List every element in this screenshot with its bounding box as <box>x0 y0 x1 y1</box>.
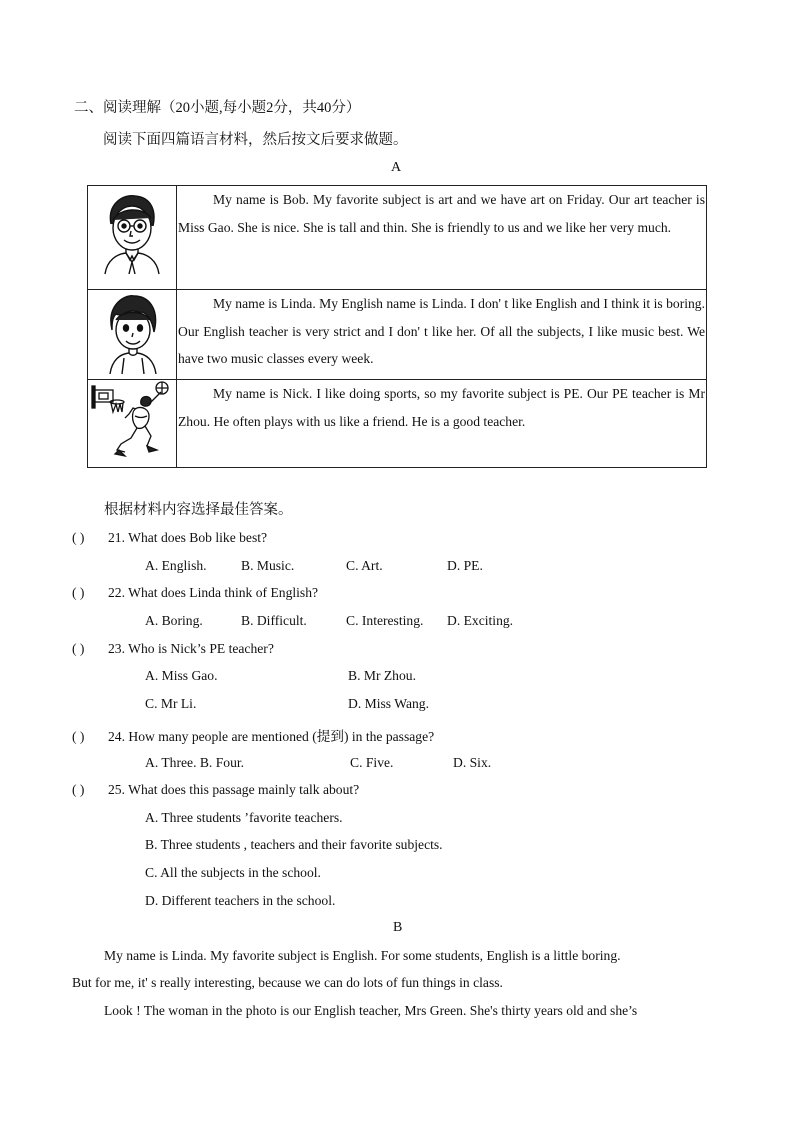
picture-cell <box>88 290 177 380</box>
option: D. Six. <box>453 755 492 770</box>
option: D. Different teachers in the school. <box>145 893 336 908</box>
option: C. All the subjects in the school. <box>145 865 321 880</box>
passage-b-line: But for me, it' s really interesting, because we can do lots of fun things in class. <box>72 975 503 990</box>
question-22 <box>72 585 318 601</box>
question-25 <box>72 782 359 798</box>
picture-cell <box>88 380 177 468</box>
option: A. Three students ’favorite teachers. <box>145 810 343 825</box>
passage-row-nick <box>88 380 707 468</box>
answer-blank[interactable]: ( ) <box>72 585 85 600</box>
question-text: 24. How many people are mentioned (提到) in the passage? <box>108 729 435 744</box>
question-instruction: 根据材料内容选择最佳答案。 <box>104 502 293 518</box>
question-text: 22. What does Linda think of English? <box>108 585 319 600</box>
passage-row-bob <box>88 186 707 290</box>
option: C. Mr Li. <box>145 696 197 711</box>
option: D. Miss Wang. <box>348 696 429 711</box>
question-23 <box>72 641 274 657</box>
option: B. Music. <box>241 558 295 573</box>
question-text: 21. What does Bob like best? <box>108 530 268 545</box>
option: A. Three. B. Four. <box>145 755 245 770</box>
picture-cell <box>88 186 177 290</box>
answer-blank[interactable]: ( ) <box>72 641 85 656</box>
question-24 <box>72 725 434 745</box>
answer-blank[interactable]: ( ) <box>72 729 85 744</box>
passage-a-table <box>87 185 707 468</box>
passage-text-bob <box>177 186 707 290</box>
option: D. Exciting. <box>447 613 514 628</box>
passage-text-linda <box>177 290 707 380</box>
option: C. Art. <box>346 558 383 573</box>
question-21 <box>72 530 267 546</box>
option: A. English. <box>145 558 207 573</box>
answer-blank[interactable]: ( ) <box>72 530 85 545</box>
basketball-player-icon <box>89 380 175 462</box>
passage-text-nick <box>177 380 707 468</box>
option: A. Boring. <box>145 613 203 628</box>
passage-text: My name is Nick. I like doing sports, so my favorite subject is PE. Our PE teacher is Mr Zhou. He often plays with us like a friend. He is a good teacher. <box>178 386 705 429</box>
passage-row-linda <box>88 290 707 380</box>
option: B. Mr Zhou. <box>348 668 416 683</box>
passage-b-line: Look ! The woman in the photo is our English teacher, Mrs Green. She's thirty years old and she’s <box>104 1003 638 1018</box>
option: A. Miss Gao. <box>145 668 218 683</box>
girl-icon <box>102 290 162 374</box>
passage-text: My name is Linda. My English name is Linda. I don' t like English and I think it is boring. Our English teacher is very strict and I don' t like her. Of all the subjects, I like music best. We have two music classes every week. <box>178 296 705 366</box>
instruction: 阅读下面四篇语言材料，然后按文后要求做题。 <box>103 132 408 148</box>
question-text: 23. Who is Nick’s PE teacher? <box>108 641 274 656</box>
answer-blank[interactable]: ( ) <box>72 782 85 797</box>
option: B. Difficult. <box>241 613 307 628</box>
passage-a-label: A <box>391 160 402 175</box>
question-text: 25. What does this passage mainly talk about? <box>108 782 360 797</box>
section-heading: 二、阅读理解（20小题,每小题2分，共40分） <box>74 100 361 116</box>
passage-b-line: My name is Linda. My favorite subject is English. For some students, English is a little boring. <box>104 948 621 963</box>
option: D. PE. <box>447 558 483 573</box>
boy-with-glasses-icon <box>97 186 167 276</box>
passage-text: My name is Bob. My favorite subject is art and we have art on Friday. Our art teacher is Miss Gao. She is nice. She is tall and thin. She is friendly to us and we like her very much. <box>178 192 705 235</box>
option: C. Five. <box>350 755 394 770</box>
option: C. Interesting. <box>346 613 424 628</box>
passage-b-label: B <box>393 920 403 935</box>
option: B. Three students , teachers and their favorite subjects. <box>145 837 443 852</box>
